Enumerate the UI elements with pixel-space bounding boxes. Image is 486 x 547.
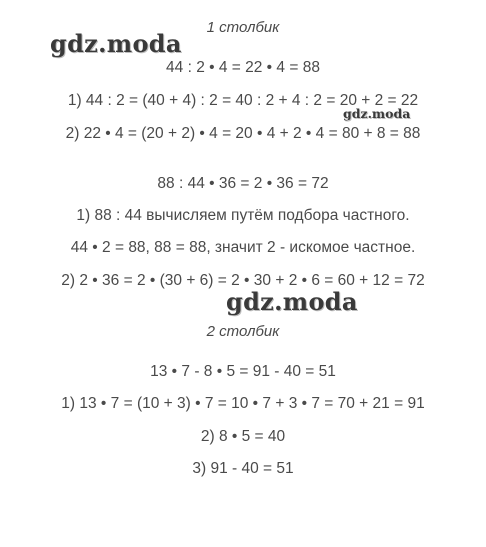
watermark: gdz.moda bbox=[50, 29, 182, 58]
column1-problem1-step2: 2) 22 • 4 = (20 + 2) • 4 = 20 • 4 + 2 • 4 = 80 + 8 = 88 bbox=[65, 125, 421, 142]
column2-problem1-step1: 1) 13 • 7 = (10 + 3) • 7 = 10 • 7 + 3 • 7 = 70 + 21 = 91 bbox=[61, 395, 425, 412]
column1-problem2-step2: 2) 2 • 36 = 2 • (30 + 6) = 2 • 30 + 2 • 6 = 60 + 12 = 72 bbox=[61, 272, 425, 289]
column1-problem1-expression: 44 : 2 • 4 = 22 • 4 = 88 bbox=[166, 59, 320, 76]
watermark: gdz.moda bbox=[226, 287, 358, 316]
column2-problem1-step3: 3) 91 - 40 = 51 bbox=[192, 460, 294, 477]
column1-problem2-step1: 1) 88 : 44 вычисляем путём подбора частного. bbox=[76, 207, 410, 224]
column2-problem1-step2: 2) 8 • 5 = 40 bbox=[200, 428, 286, 445]
column1-heading: 1 столбик bbox=[206, 19, 280, 36]
column1-problem1-step1: 1) 44 : 2 = (40 + 4) : 2 = 40 : 2 + 4 : 2 = 20 + 2 = 22 bbox=[67, 92, 419, 109]
column1-problem2-expression: 88 : 44 • 36 = 2 • 36 = 72 bbox=[157, 175, 329, 192]
column2-problem1-expression: 13 • 7 - 8 • 5 = 91 - 40 = 51 bbox=[150, 363, 336, 380]
column2-heading: 2 столбик bbox=[206, 323, 280, 340]
watermark: gdz.moda bbox=[343, 106, 411, 121]
column1-problem2-check: 44 • 2 = 88, 88 = 88, значит 2 - искомое частное. bbox=[70, 239, 416, 256]
